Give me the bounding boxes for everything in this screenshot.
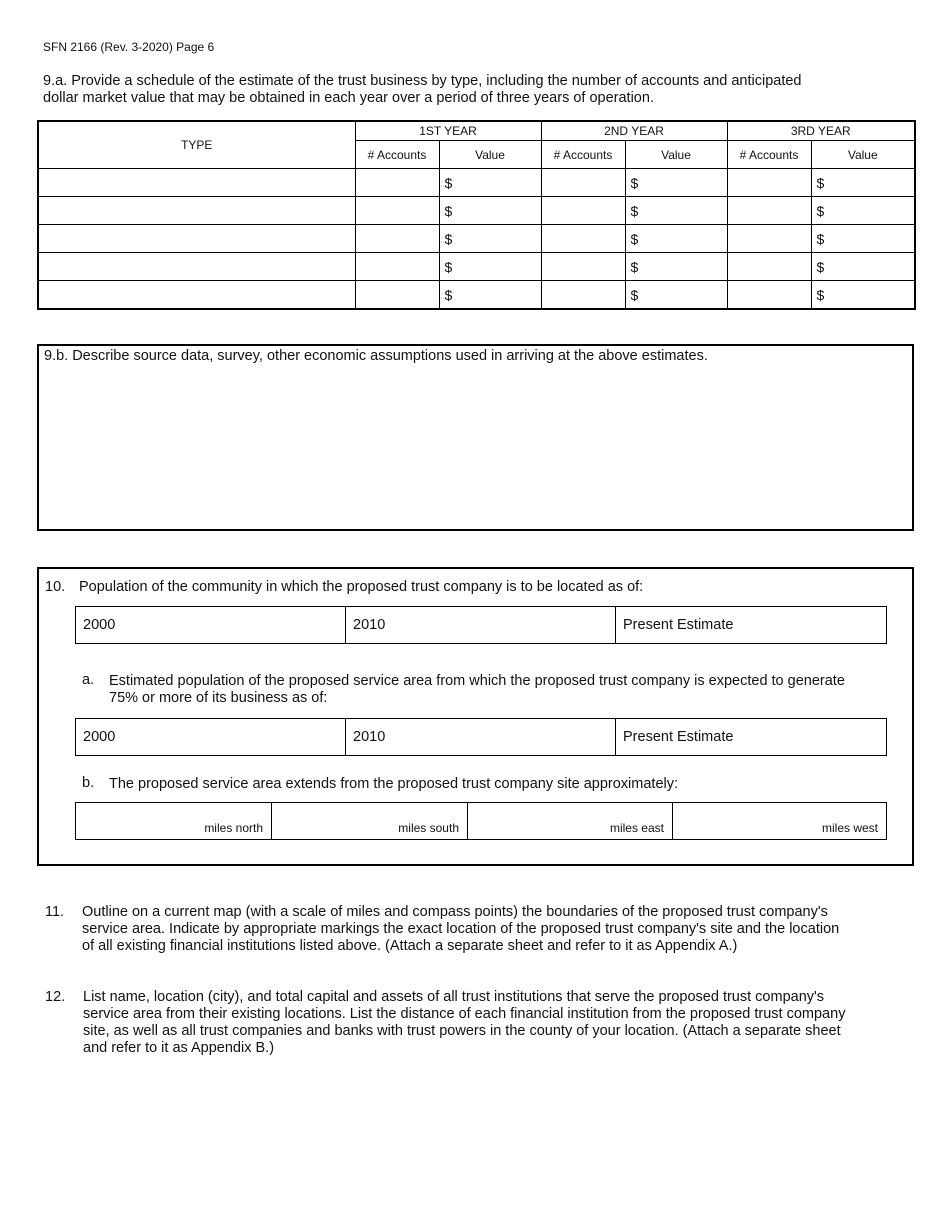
value-cell[interactable]	[439, 225, 541, 253]
accounts-cell[interactable]	[541, 225, 625, 253]
accounts-cell[interactable]	[541, 253, 625, 281]
value-cell[interactable]	[625, 197, 727, 225]
form-header: SFN 2166 (Rev. 3-2020) Page 6	[43, 40, 215, 54]
year-1-header: 1ST YEAR	[355, 121, 541, 141]
year-2-header: 2ND YEAR	[541, 121, 727, 141]
dollar-sign: $	[444, 286, 453, 303]
accounts-cell[interactable]	[727, 225, 811, 253]
question-10-box	[37, 567, 914, 866]
dollar-sign: $	[630, 286, 639, 303]
type-cell[interactable]	[38, 253, 355, 281]
question-10-text: Population of the community in which the proposed trust company is to be located as of:	[79, 579, 644, 595]
value-cell[interactable]	[625, 281, 727, 310]
accounts-header: # Accounts	[541, 141, 625, 169]
question-10-number: 10.	[45, 579, 66, 595]
value-header: Value	[811, 141, 915, 169]
value-cell[interactable]	[811, 197, 915, 225]
population-2000-field[interactable]: 2000	[76, 607, 346, 643]
type-cell[interactable]	[38, 225, 355, 253]
service-area-population-row	[75, 718, 887, 756]
dollar-sign: $	[444, 174, 453, 191]
accounts-cell[interactable]	[727, 197, 811, 225]
dollar-sign: $	[816, 174, 825, 191]
dollar-sign: $	[816, 286, 825, 303]
question-11-text: Outline on a current map (with a scale of miles and compass points) the boundaries of the proposed trust company's service area. Indicate by appropriate markings the exact location of the proposed trust company's site and the location of all existing financial institutions listed above. (Attach a separate sheet and refer to it as Appendix A.)	[82, 904, 840, 954]
accounts-cell[interactable]	[541, 197, 625, 225]
dollar-sign: $	[630, 230, 639, 247]
population-row	[75, 606, 887, 644]
table-row	[38, 197, 915, 225]
value-cell[interactable]	[439, 169, 541, 197]
question-10a-label: a.	[82, 672, 95, 688]
miles-south-field[interactable]: miles south	[272, 803, 468, 839]
dollar-sign: $	[630, 202, 639, 219]
dollar-sign: $	[816, 258, 825, 275]
accounts-cell[interactable]	[355, 169, 439, 197]
value-cell[interactable]	[625, 253, 727, 281]
type-cell[interactable]	[38, 169, 355, 197]
dollar-sign: $	[816, 230, 825, 247]
value-cell[interactable]	[811, 281, 915, 310]
type-cell[interactable]	[38, 197, 355, 225]
accounts-header: # Accounts	[355, 141, 439, 169]
table-row	[38, 253, 915, 281]
service-population-present-estimate-field[interactable]: Present Estimate	[623, 729, 734, 745]
dollar-sign: $	[444, 230, 453, 247]
value-cell[interactable]	[625, 169, 727, 197]
type-cell[interactable]	[38, 281, 355, 310]
question-12-number: 12.	[45, 989, 66, 1005]
accounts-cell[interactable]	[727, 169, 811, 197]
question-10b-text: The proposed service area extends from the proposed trust company site approximately:	[109, 776, 679, 792]
table-row	[38, 281, 915, 310]
dollar-sign: $	[444, 202, 453, 219]
dollar-sign: $	[444, 258, 453, 275]
accounts-cell[interactable]	[727, 253, 811, 281]
miles-north-field[interactable]: miles north	[76, 803, 272, 839]
value-header: Value	[625, 141, 727, 169]
value-cell[interactable]	[811, 253, 915, 281]
population-present-estimate-field[interactable]: Present Estimate	[623, 617, 734, 633]
trust-business-schedule-table	[37, 120, 916, 310]
type-header: TYPE	[38, 121, 355, 169]
question-10a-text: Estimated population of the proposed service area from which the proposed trust company is expected to generate 75% or more of its business as of:	[109, 673, 845, 706]
value-cell[interactable]	[439, 197, 541, 225]
dollar-sign: $	[630, 174, 639, 191]
miles-east-field[interactable]: miles east	[468, 803, 673, 839]
service-area-miles-row	[75, 802, 887, 840]
year-3-header: 3RD YEAR	[727, 121, 915, 141]
dollar-sign: $	[816, 202, 825, 219]
value-cell[interactable]	[439, 253, 541, 281]
accounts-cell[interactable]	[727, 281, 811, 310]
population-2010-field[interactable]: 2010	[346, 607, 616, 643]
value-cell[interactable]	[439, 281, 541, 310]
table-row	[38, 169, 915, 197]
value-cell[interactable]	[625, 225, 727, 253]
value-cell[interactable]	[811, 225, 915, 253]
table-row	[38, 225, 915, 253]
miles-west-field[interactable]: miles west	[821, 821, 878, 835]
accounts-cell[interactable]	[355, 197, 439, 225]
accounts-cell[interactable]	[541, 169, 625, 197]
question-11-number: 11.	[45, 904, 65, 920]
value-header: Value	[439, 141, 541, 169]
accounts-cell[interactable]	[355, 281, 439, 310]
accounts-header: # Accounts	[727, 141, 811, 169]
question-12-text: List name, location (city), and total capital and assets of all trust institutions that serve the proposed trust company's service area from their existing locations. List the distance of each financial institution from the proposed trust company site, as well as all trust companies and banks with trust powers in the county of your location. (Attach a separate sheet and refer to it as Appendix B.)	[83, 989, 846, 1056]
service-population-2000-field[interactable]: 2000	[76, 719, 346, 755]
question-9b-text: 9.b. Describe source data, survey, other economic assumptions used in arriving at the above estimates.	[44, 348, 708, 364]
question-9b-box[interactable]	[37, 344, 914, 531]
value-cell[interactable]	[811, 169, 915, 197]
question-10b-label: b.	[82, 775, 95, 791]
accounts-cell[interactable]	[355, 225, 439, 253]
accounts-cell[interactable]	[541, 281, 625, 310]
accounts-cell[interactable]	[355, 253, 439, 281]
question-9a-text: 9.a. Provide a schedule of the estimate of the trust business by type, including the number of accounts and anticipated dollar market value that may be obtained in each year over a period of three years of operation.	[43, 73, 802, 106]
dollar-sign: $	[630, 258, 639, 275]
service-population-2010-field[interactable]: 2010	[346, 719, 616, 755]
